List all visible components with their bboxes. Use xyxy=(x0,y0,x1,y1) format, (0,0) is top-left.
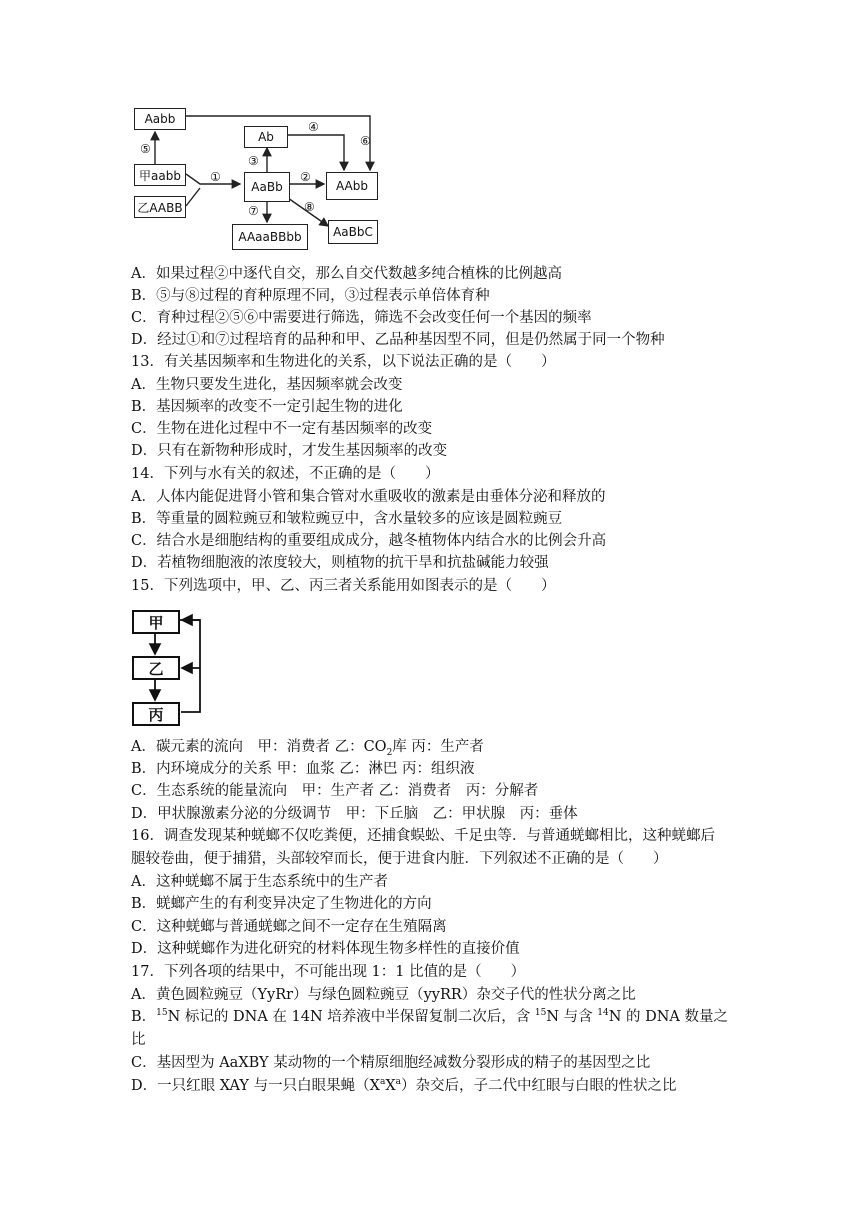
node-aabb-target: AAbb xyxy=(326,172,378,200)
q17-d-part-4: ）杂交后，子二代中红眼与白眼的性状之比 xyxy=(401,1078,677,1094)
q15-option-a-post: 库 丙：生产者 xyxy=(392,739,484,755)
q17-option-d xyxy=(131,1077,677,1095)
q13-option-a: A．生物只要发生进化，基因频率就会改变 xyxy=(131,377,403,393)
q15-option-a xyxy=(131,738,484,756)
node-aabb: Aabb xyxy=(134,108,186,130)
q14-option-b: B．等重量的圆粒豌豆和皱粒豌豆中，含水量较多的应该是圆粒豌豆 xyxy=(131,511,563,527)
q17-b-part-4: N 与含 xyxy=(546,1009,598,1025)
q15-stem: 15．下列选项中，甲、乙、丙三者关系能用如图表示的是（ ） xyxy=(131,578,556,594)
step-label-7: ⑦ xyxy=(248,204,259,218)
q12-option-d: D．经过①和⑦过程培育的品种和甲、乙品种基因型不同，但是仍然属于同一个物种 xyxy=(131,332,665,348)
q12-option-c: C．育种过程②⑤⑥中需要进行筛选，筛选不会改变任何一个基因的频率 xyxy=(131,310,592,326)
q17-b-sup-15b: 15 xyxy=(534,1008,547,1019)
node-aabbc: AaBbC xyxy=(328,220,378,244)
step-label-8: ⑧ xyxy=(304,200,315,214)
q17-b-sup-14: 14 xyxy=(597,1008,609,1019)
q15-relation-diagram xyxy=(130,608,220,728)
step-label-3: ③ xyxy=(248,154,259,168)
q17-b-part-6: N 的 DNA 数量之 xyxy=(608,1009,728,1025)
q17-option-b xyxy=(131,1008,728,1026)
q16-option-d: D．这种蜣螂作为进化研究的材料体现生物多样性的直接价值 xyxy=(131,941,520,957)
q16-option-a: A．这种蜣螂不属于生态系统中的生产者 xyxy=(131,874,388,890)
q17-b-part-2: N 标记的 DNA 在 14N 培养液中半保留复制二次后，含 xyxy=(167,1009,535,1025)
q16-stem-line2: 腿较卷曲，便于捕猎，头部较窄而长，便于进食内脏．下列叙述不正确的是（ ） xyxy=(131,851,668,867)
q14-option-d: D．若植物细胞液的浓度较大，则植物的抗干旱和抗盐碱能力较强 xyxy=(131,555,549,571)
q13-stem: 13．有关基因频率和生物进化的关系，以下说法正确的是（ ） xyxy=(131,354,556,370)
q17-b-sup-15: 15 xyxy=(156,1008,168,1019)
q16-stem-line1: 16．调查发现某种蜣螂不仅吃粪便，还捕食蜈蚣、千足虫等．与普通蜣螂相比，这种蜣螂后 xyxy=(131,828,715,844)
q17-b-part-0: B． xyxy=(131,1009,157,1025)
q14-stem: 14．下列与水有关的叙述，不正确的是（ ） xyxy=(131,466,440,482)
q17-stem: 17．下列各项的结果中，不可能出现 1：1 比值的是（ ） xyxy=(131,964,526,980)
box-bing: 丙 xyxy=(132,702,180,726)
node-yi-aabb: 乙AABB xyxy=(134,196,186,218)
q17-d-part-0: D．一只红眼 XAY 与一只白眼果蝇（X xyxy=(131,1078,380,1094)
q13-option-b: B．基因频率的改变不一定引起生物的进化 xyxy=(131,399,403,415)
q12-option-a: A．如果过程②中逐代自交，那么自交代数越多纯合植株的比例越高 xyxy=(131,266,562,282)
step-label-4: ④ xyxy=(308,120,319,134)
step-label-5: ⑤ xyxy=(140,142,151,156)
step-label-1: ① xyxy=(210,170,221,184)
q16-option-c: C．这种蜣螂与普通蜣螂之间不一定存在生殖隔离 xyxy=(131,919,447,935)
q15-option-d: D．甲状腺激素分泌的分级调节 甲：下丘脑 乙：甲状腺 丙：垂体 xyxy=(131,806,578,822)
breeding-diagram xyxy=(128,108,388,258)
q15-option-c: C．生态系统的能量流向 甲：生产者 乙：消费者 丙：分解者 xyxy=(131,783,539,799)
q17-option-c: C．基因型为 AaXBY 某动物的一个精原细胞经减数分裂形成的精子的基因型之比 xyxy=(131,1055,651,1071)
node-ab: Ab xyxy=(244,126,288,148)
step-label-6: ⑥ xyxy=(360,134,371,148)
node-jia-aabb: 甲aabb xyxy=(134,164,186,186)
q15-option-a-sub: 2 xyxy=(386,747,393,758)
q14-option-c: C．结合水是细胞结构的重要组成成分，越冬植物体内结合水的比例会升高 xyxy=(131,533,607,549)
q16-option-b: B．蜣螂产生的有利变异决定了生物进化的方向 xyxy=(131,896,432,912)
q15-option-a-pre: A．碳元素的流向 甲：消费者 乙：CO xyxy=(131,739,387,755)
node-aabb-hybrid: AaBb xyxy=(244,172,290,202)
q13-option-c: C．生物在进化过程中不一定有基因频率的改变 xyxy=(131,421,433,437)
node-tetraploid: AAaaBBbb xyxy=(232,224,308,250)
box-yi: 乙 xyxy=(132,656,180,680)
q13-option-d: D．只有在新物种形成时，才发生基因频率的改变 xyxy=(131,443,448,459)
q17-option-a: A．黄色圆粒豌豆（YyRr）与绿色圆粒豌豆（yyRR）杂交子代的性状分离之比 xyxy=(131,987,636,1003)
q17-d-sup-a2: a xyxy=(395,1077,402,1088)
q17-d-part-2: X xyxy=(385,1078,396,1094)
q12-option-b: B．⑤与⑧过程的育种原理不同，③过程表示单倍体育种 xyxy=(131,288,490,304)
q14-option-a: A．人体内能促进肾小管和集合管对水重吸收的激素是由垂体分泌和释放的 xyxy=(131,489,606,505)
q17-option-b-line2: 比 xyxy=(131,1032,146,1048)
q17-d-sup-a1: a xyxy=(379,1077,386,1088)
step-label-2: ② xyxy=(300,170,311,184)
q15-option-b: B．内环境成分的关系 甲：血浆 乙：淋巴 丙：组织液 xyxy=(131,761,475,777)
box-jia: 甲 xyxy=(132,610,180,634)
